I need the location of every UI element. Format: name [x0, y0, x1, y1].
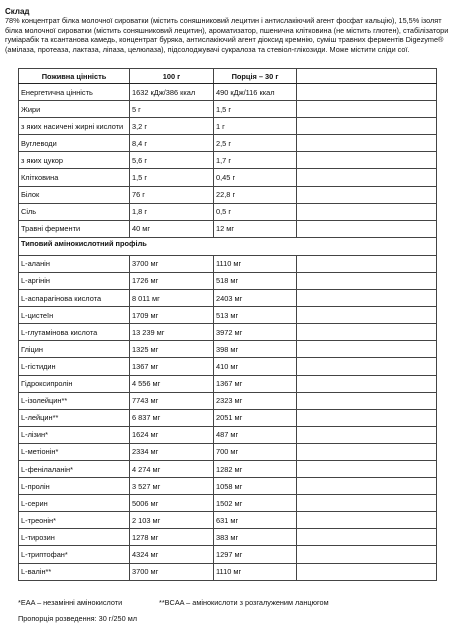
- amino-acid-value: 1297 мг: [214, 546, 297, 563]
- amino-acid-value: 513 мг: [214, 307, 297, 324]
- amino-acid-name: L-пролін: [19, 478, 130, 495]
- column-header: 100 г: [130, 69, 214, 84]
- amino-acid-name: L-гістидин: [19, 358, 130, 375]
- empty-cell: [297, 169, 437, 186]
- nutrient-name: Жири: [19, 101, 130, 118]
- amino-acid-name: L-аспарагінова кислота: [19, 290, 130, 307]
- nutrient-value: 1,5 г: [130, 169, 214, 186]
- table-row: [19, 478, 437, 495]
- table-row: [19, 375, 437, 392]
- amino-acid-name: L-аланін: [19, 255, 130, 272]
- amino-acid-name: L-цистеїн: [19, 307, 130, 324]
- amino-acid-value: 1709 мг: [130, 307, 214, 324]
- table-row: [19, 495, 437, 512]
- amino-acid-value: 1502 мг: [214, 495, 297, 512]
- nutrient-value: 1,8 г: [130, 203, 214, 220]
- nutrient-name: Білок: [19, 186, 130, 203]
- nutrient-name: Вуглеводи: [19, 135, 130, 152]
- table-row: [19, 152, 437, 169]
- table-row: [19, 220, 437, 237]
- amino-acid-value: 1367 мг: [130, 358, 214, 375]
- nutrient-name: Клітковина: [19, 169, 130, 186]
- table-row: [19, 546, 437, 563]
- table-row: [19, 186, 437, 203]
- nutrient-value: 490 кДж/116 ккал: [214, 84, 297, 101]
- empty-cell: [297, 375, 437, 392]
- nutrient-value: 5 г: [130, 101, 214, 118]
- footnote-eaa: *EAA – незамінні амінокислоти: [18, 598, 123, 607]
- amino-acid-value: 1624 мг: [130, 426, 214, 443]
- nutrient-name: Енергетична цінність: [19, 84, 130, 101]
- amino-acid-value: 1367 мг: [214, 375, 297, 392]
- table-row: [19, 118, 437, 135]
- table-row: [19, 460, 437, 477]
- nutrient-value: 12 мг: [214, 220, 297, 237]
- amino-acid-value: 4 274 мг: [130, 460, 214, 477]
- table-row: [19, 358, 437, 375]
- amino-acid-value: 1726 мг: [130, 272, 214, 289]
- amino-acid-name: Гліцин: [19, 341, 130, 358]
- empty-cell: [297, 135, 437, 152]
- amino-acid-name: L-лізин*: [19, 426, 130, 443]
- table-row: [19, 135, 437, 152]
- table-row: [19, 409, 437, 426]
- empty-cell: [297, 341, 437, 358]
- empty-cell: [297, 203, 437, 220]
- nutrient-value: 1 г: [214, 118, 297, 135]
- amino-acid-name: L-метіонін*: [19, 443, 130, 460]
- empty-cell: [297, 69, 437, 84]
- empty-cell: [297, 409, 437, 426]
- table-row: [19, 529, 437, 546]
- amino-acid-value: 2403 мг: [214, 290, 297, 307]
- amino-profile-title: Типовий амінокислотний профіль: [19, 237, 437, 255]
- nutrient-value: 40 мг: [130, 220, 214, 237]
- amino-acid-value: 3972 мг: [214, 324, 297, 341]
- empty-cell: [297, 495, 437, 512]
- amino-acid-value: 4 556 мг: [130, 375, 214, 392]
- empty-cell: [297, 290, 437, 307]
- amino-acid-value: 7743 мг: [130, 392, 214, 409]
- amino-acid-name: L-валін**: [19, 563, 130, 580]
- nutrient-value: 8,4 г: [130, 135, 214, 152]
- amino-acid-value: 6 837 мг: [130, 409, 214, 426]
- empty-cell: [297, 324, 437, 341]
- composition-text: 78% концентрат білка молочної сироватки (містить соняшниковий лецитин і антислакіючий агент фосфат кальцію), 15,5% ізолят білка молочної сироватки (містить соняшниковий лецитин), ароматизатор, пшенична клітковина (не містить глютен), стабілізатори гуміарабік та ксантанова камедь, концентрат буряка, антислакіючий агент діоксид кремнію, суміш травних ферментів Digezyme® (амілаза, протеаза, лактаза, ліпаза, целюлаза), підсолоджувачі сукралоза та стевіол-глікозиди. Може містити сліди сої.: [5, 16, 449, 54]
- table-row: [19, 84, 437, 101]
- amino-acid-name: L-триптофан*: [19, 546, 130, 563]
- empty-cell: [297, 358, 437, 375]
- amino-acid-value: 2323 мг: [214, 392, 297, 409]
- amino-acid-name: L-аргінін: [19, 272, 130, 289]
- amino-acid-value: 631 мг: [214, 512, 297, 529]
- amino-acid-value: 4324 мг: [130, 546, 214, 563]
- empty-cell: [297, 512, 437, 529]
- amino-profile-section-row: [19, 237, 437, 255]
- empty-cell: [297, 443, 437, 460]
- nutrient-value: 1,5 г: [214, 101, 297, 118]
- empty-cell: [297, 460, 437, 477]
- table-header-row: [19, 69, 437, 84]
- amino-acid-name: L-лейцин**: [19, 409, 130, 426]
- empty-cell: [297, 478, 437, 495]
- empty-cell: [297, 220, 437, 237]
- nutrient-value: 0,45 г: [214, 169, 297, 186]
- amino-acid-name: L-серин: [19, 495, 130, 512]
- amino-acid-name: L-треонін*: [19, 512, 130, 529]
- nutrient-value: 3,2 г: [130, 118, 214, 135]
- table-row: [19, 203, 437, 220]
- table-row: [19, 290, 437, 307]
- nutrition-table: [18, 68, 437, 581]
- amino-acid-value: 518 мг: [214, 272, 297, 289]
- table-row: [19, 392, 437, 409]
- amino-acid-name: L-фенілаланін*: [19, 460, 130, 477]
- empty-cell: [297, 255, 437, 272]
- empty-cell: [297, 101, 437, 118]
- empty-cell: [297, 272, 437, 289]
- empty-cell: [297, 118, 437, 135]
- nutrient-name: з яких насичені жирні кислоти: [19, 118, 130, 135]
- amino-acid-name: L-глутамінова кислота: [19, 324, 130, 341]
- amino-acid-value: 398 мг: [214, 341, 297, 358]
- amino-acid-value: 1110 мг: [214, 255, 297, 272]
- amino-acid-value: 2 103 мг: [130, 512, 214, 529]
- table-row: [19, 101, 437, 118]
- nutrient-value: 1,7 г: [214, 152, 297, 169]
- empty-cell: [297, 186, 437, 203]
- amino-acid-value: 1325 мг: [130, 341, 214, 358]
- amino-acid-value: 13 239 мг: [130, 324, 214, 341]
- empty-cell: [297, 392, 437, 409]
- table-row: [19, 324, 437, 341]
- amino-acid-value: 3700 мг: [130, 563, 214, 580]
- table-row: [19, 563, 437, 580]
- amino-acid-value: 2334 мг: [130, 443, 214, 460]
- empty-cell: [297, 563, 437, 580]
- nutrient-value: 22,8 г: [214, 186, 297, 203]
- amino-acid-value: 2051 мг: [214, 409, 297, 426]
- table-row: [19, 272, 437, 289]
- empty-cell: [297, 529, 437, 546]
- table-row: [19, 443, 437, 460]
- amino-acid-value: 1278 мг: [130, 529, 214, 546]
- amino-acid-name: L-тирозин: [19, 529, 130, 546]
- table-row: [19, 169, 437, 186]
- amino-acid-name: Гідроксипролін: [19, 375, 130, 392]
- amino-acid-value: 3 527 мг: [130, 478, 214, 495]
- nutrient-name: Травні ферменти: [19, 220, 130, 237]
- column-header: Поживна цінність: [19, 69, 130, 84]
- nutrient-name: Сіль: [19, 203, 130, 220]
- amino-acid-value: 5006 мг: [130, 495, 214, 512]
- footnote-bcaa: **BCAA – амінокислоти з розгалуженим ланцюгом: [159, 598, 329, 607]
- amino-acid-value: 3700 мг: [130, 255, 214, 272]
- nutrient-value: 76 г: [130, 186, 214, 203]
- amino-acid-value: 1110 мг: [214, 563, 297, 580]
- empty-cell: [297, 152, 437, 169]
- table-row: [19, 426, 437, 443]
- nutrient-value: 2,5 г: [214, 135, 297, 152]
- amino-acid-value: 1058 мг: [214, 478, 297, 495]
- nutrient-value: 5,6 г: [130, 152, 214, 169]
- empty-cell: [297, 426, 437, 443]
- empty-cell: [297, 546, 437, 563]
- amino-acid-value: 1282 мг: [214, 460, 297, 477]
- table-row: [19, 341, 437, 358]
- column-header: Порція – 30 г: [214, 69, 297, 84]
- amino-acid-value: 410 мг: [214, 358, 297, 375]
- amino-acid-value: 487 мг: [214, 426, 297, 443]
- nutrient-name: з яких цукор: [19, 152, 130, 169]
- table-row: [19, 307, 437, 324]
- nutrient-value: 0,5 г: [214, 203, 297, 220]
- nutrient-value: 1632 кДж/386 ккал: [130, 84, 214, 101]
- amino-acid-name: L-ізолейцин**: [19, 392, 130, 409]
- composition-title: Склад: [5, 7, 30, 16]
- amino-acid-value: 383 мг: [214, 529, 297, 546]
- amino-acid-value: 700 мг: [214, 443, 297, 460]
- empty-cell: [297, 84, 437, 101]
- footnote-portion: Пропорція розведення: 30 г/250 мл: [18, 614, 137, 623]
- amino-acid-value: 8 011 мг: [130, 290, 214, 307]
- empty-cell: [297, 307, 437, 324]
- table-row: [19, 255, 437, 272]
- table-row: [19, 512, 437, 529]
